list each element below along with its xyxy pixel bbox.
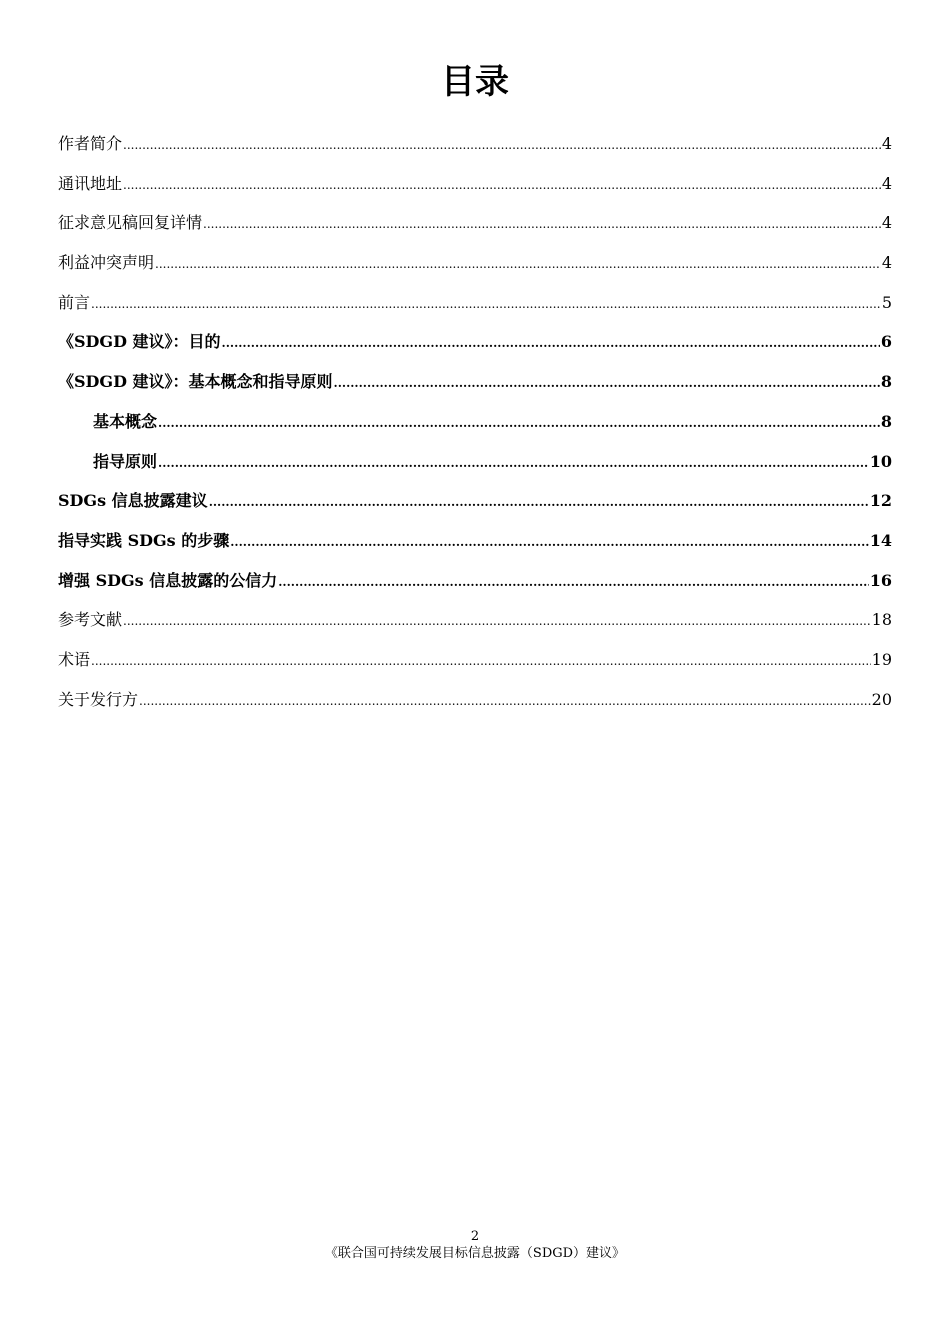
toc-entry[interactable]: [58, 561, 892, 601]
toc-leader-dots: [123, 166, 881, 204]
toc-entry-page: 8: [880, 411, 892, 431]
toc-leader-dots: [222, 324, 880, 362]
toc-entry[interactable]: [58, 203, 892, 243]
toc-leader-dots: [158, 444, 869, 482]
toc-entry[interactable]: [58, 640, 892, 680]
page-title: 目录: [441, 62, 509, 102]
toc-entry-page: 10: [869, 451, 892, 471]
toc-entry[interactable]: [58, 124, 892, 164]
toc-entry[interactable]: [58, 521, 892, 561]
toc-entry[interactable]: [58, 680, 892, 720]
toc-leader-dots: [230, 523, 868, 561]
toc-entry-page: 14: [869, 530, 892, 550]
toc-entry-page: 18: [871, 610, 892, 630]
toc-entry-label: 利益冲突声明: [58, 253, 155, 273]
toc-entry-label: 指导实践 SDGs 的步骤: [58, 530, 230, 550]
toc-entry-page: 4: [881, 173, 892, 193]
toc-entry-label: 基本概念: [93, 411, 158, 431]
toc-entry-label: SDGs 信息披露建议: [58, 491, 208, 511]
toc-subentry[interactable]: [58, 402, 892, 442]
toc-entry-label: 作者简介: [58, 134, 123, 153]
toc-entry-page: 19: [871, 649, 892, 669]
toc-entry[interactable]: [58, 362, 892, 402]
toc-entry[interactable]: [58, 322, 892, 362]
toc-leader-dots: [334, 364, 880, 402]
toc-entry-label: 关于发行方: [58, 689, 139, 709]
toc-entry-label: 征求意见稿回复详情: [58, 213, 203, 233]
toc-leader-dots: [203, 205, 881, 243]
toc-entry-label: 《SDGD 建议》：基本概念和指导原则: [58, 372, 333, 392]
toc-entry[interactable]: [58, 481, 892, 521]
toc-entry-page: 6: [880, 332, 892, 352]
toc-leader-dots: [139, 682, 871, 720]
toc-leader-dots: [123, 126, 881, 164]
toc-entry-page: 20: [871, 689, 892, 709]
toc-entry-page: 4: [881, 134, 892, 153]
toc-entry[interactable]: [58, 600, 892, 640]
toc-subentry[interactable]: [58, 442, 892, 482]
toc-entry-label: 通讯地址: [58, 173, 123, 193]
toc-leader-dots: [91, 642, 871, 680]
toc-leader-dots: [278, 563, 868, 601]
table-of-contents: [58, 124, 892, 719]
toc-entry-label: 术语: [58, 649, 91, 669]
toc-entry-label: 指导原则: [93, 451, 158, 471]
toc-entry-label: 《SDGD 建议》：目的: [58, 332, 221, 352]
toc-entry[interactable]: [58, 164, 892, 204]
toc-entry-label: 前言: [58, 292, 91, 312]
toc-leader-dots: [91, 285, 881, 323]
toc-entry[interactable]: [58, 283, 892, 323]
toc-entry-page: 16: [869, 570, 892, 590]
toc-entry-label: 参考文献: [58, 610, 123, 630]
toc-entry-label: 增强 SDGs 信息披露的公信力: [58, 570, 278, 590]
toc-entry[interactable]: [58, 243, 892, 283]
toc-leader-dots: [209, 483, 869, 521]
toc-entry-page: 12: [869, 491, 892, 511]
footer-page-number: 2: [470, 1229, 480, 1244]
toc-leader-dots: [123, 602, 871, 640]
toc-leader-dots: [158, 404, 880, 442]
footer-document-title: 《联合国可持续发展目标信息披露（SDGD）建议》: [324, 1246, 626, 1261]
toc-entry-page: 4: [881, 253, 892, 273]
toc-entry-page: 8: [880, 372, 892, 392]
toc-entry-page: 4: [881, 213, 892, 233]
toc-entry-page: 5: [881, 292, 892, 312]
toc-leader-dots: [155, 245, 881, 283]
